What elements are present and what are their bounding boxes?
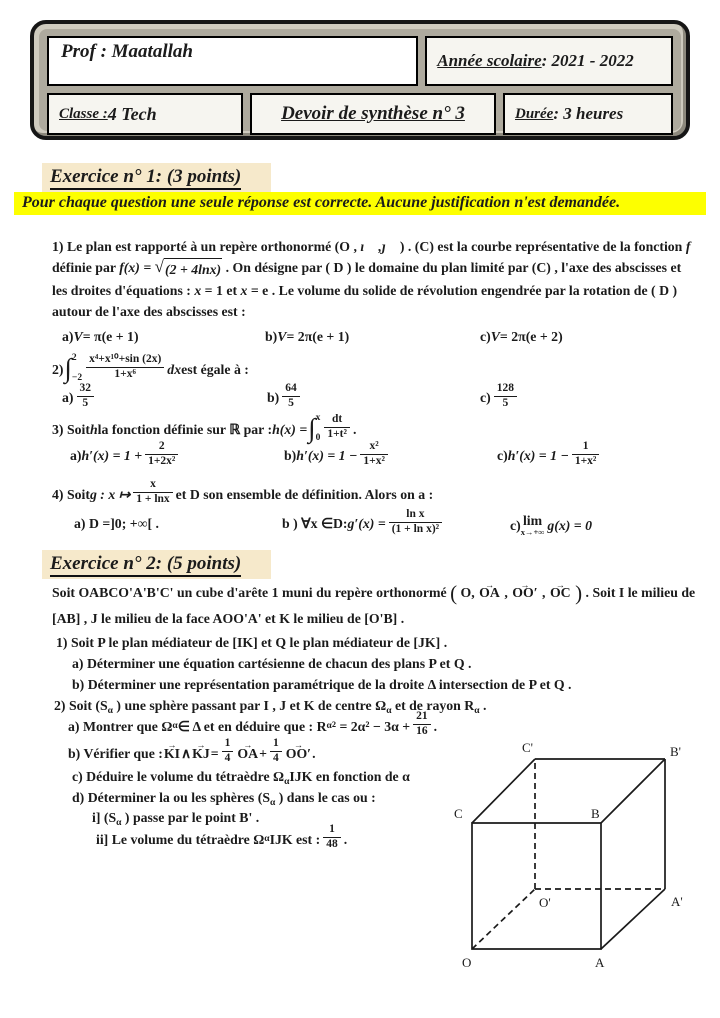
q4-stem: 4) Soit g : x ↦ $\frac{x}{1 + \ln x}$ et D son ensemble de définition. Alors on a : bbox=[52, 477, 434, 505]
q2-option-b: b) $\frac{64}{5}$ bbox=[267, 384, 303, 413]
cube-vertex-label-cp: C' bbox=[522, 740, 534, 755]
cube-figure bbox=[440, 726, 705, 988]
header-inner bbox=[39, 29, 681, 131]
header-row-2 bbox=[47, 93, 673, 135]
q3-stem: 3) Soit h la fonction définie sur ℝ par : h(x) = ∫ x 0 $\frac{dt}{\text{1+t²}}$ . bbox=[52, 412, 357, 443]
exercise1-instruction: Pour chaque question une seule réponse est correcte. Aucune justification n'est demandée. bbox=[14, 192, 706, 215]
cube-vertex-label-op: O' bbox=[539, 895, 551, 910]
q3-option-b: b) h′(x) = 1 − $\frac{\text{x²}}{\text{1+x²}}$ bbox=[284, 442, 391, 471]
annee-field bbox=[425, 36, 673, 86]
exercise1-title-text: Exercice n° 1: (3 points) bbox=[50, 166, 241, 190]
ex2-item-2d-i: i] ($S_\alpha$ ) passe par le point B' . bbox=[92, 810, 260, 828]
q2-stem: 2) ∫ 2 −2 $\frac{\text{x⁴+x¹⁰+sin (2x)}}{\text{1+x⁶}}$ dx est égale à : bbox=[52, 352, 249, 383]
ex2-item-2c: c) Déduire le volume du tétraèdre $\Omega_\alpha IJK$ en fonction de α bbox=[72, 769, 410, 787]
q3-answers bbox=[62, 442, 707, 476]
q1-text: 1) Le plan est rapporté à un repère orthonormé (O , ı⃗ ,ȷ⃗ ) . (C) est la courbe représentative de la fonction f définie par f(x) = √ (2 + 4lnx) . On désigne par ( D ) le domaine du plan limité par (C) , l'axe des abscisses et les droites d'équations : x = 1 et x = e . Le volume du solide de révolution engendrée par la rotation de ( D ) autour de l'axe des abscisses est : bbox=[52, 239, 691, 319]
header-frame bbox=[30, 20, 690, 140]
duree-label: Durée bbox=[515, 105, 554, 122]
ex2-item-2a: a) Montrer que Ω α ∈ Δ et en déduire que : R α ² = 2α² − 3α + $\frac{21}{16}$ . bbox=[68, 709, 438, 737]
q1-option-a: a) V = π(e + 1) bbox=[62, 329, 139, 344]
cube-front-face bbox=[472, 823, 601, 949]
cube-vertex-label-b: B bbox=[591, 806, 600, 821]
ex2-item-2d-ii: ii] Le volume du tétraèdre Ω α IJK est : $\frac{1}{48}$ . bbox=[96, 822, 348, 850]
q3-option-c: c) h′(x) = 1 − $\frac{1}{\text{1+x²}}$ bbox=[497, 442, 602, 471]
cube-edge-b-bp bbox=[601, 759, 665, 823]
q4-option-a: a) D =]0; +∞[ . bbox=[74, 516, 159, 531]
cube-edge-o-op bbox=[472, 889, 535, 949]
ex2-item-1a: a) Déterminer une équation cartésienne de chacun des plans P et Q . bbox=[72, 656, 472, 671]
classe-label: Classe : bbox=[59, 105, 108, 122]
exam-title-box bbox=[250, 93, 496, 135]
cube-edge-c-cp bbox=[472, 759, 535, 823]
annee-label: Année scolaire bbox=[437, 51, 542, 70]
cube-vertex-label-ap: A' bbox=[671, 894, 683, 909]
q1-option-b: b) V = 2π(e + 1) bbox=[265, 329, 350, 344]
cube-vertex-label-bp: B' bbox=[670, 744, 682, 759]
exercise2-title bbox=[42, 550, 271, 579]
ex2-item-1: 1) Soit P le plan médiateur de [IK] et Q le plan médiateur de [JK] . bbox=[56, 635, 448, 650]
q1-option-c: c) V = 2π(e + 2) bbox=[480, 329, 563, 344]
exam-title: Devoir de synthèse n° 3 bbox=[281, 103, 465, 124]
exercise1-title bbox=[42, 163, 271, 192]
prof-field bbox=[47, 36, 418, 86]
q2-option-c: c) $\frac{128}{5}$ bbox=[480, 384, 520, 413]
duree-value: : 3 heures bbox=[553, 104, 624, 123]
ex2-item-2b: b) Vérifier que : KI → ∧ KJ → = $\frac{1}{4}$ OA → + $\frac{1}{4}$ OO′ → . bbox=[68, 739, 316, 767]
q4-option-c: c) lim x→+∞ g(x) = 0 bbox=[510, 513, 593, 538]
header-row-1 bbox=[47, 36, 673, 86]
ex2-item-2d: d) Déterminer la ou les sphères ($S_\alpha$ ) dans le cas ou : bbox=[72, 790, 376, 808]
q4-answers bbox=[62, 510, 712, 550]
q3-option-a: a) h′(x) = 1 + $\frac{2}{\text{1+2x²}}$ bbox=[70, 442, 181, 471]
ex2-item-1b: b) Déterminer une représentation paramétrique de la droite Δ intersection de P et Q . bbox=[72, 677, 572, 692]
annee-value: : 2021 - 2022 bbox=[541, 51, 634, 70]
exercise2-title-text: Exercice n° 2: (5 points) bbox=[50, 553, 241, 577]
cube-edge-a-ap bbox=[601, 889, 665, 949]
classe-value: 4 Tech bbox=[107, 103, 157, 124]
prof-text: Prof : Maatallah bbox=[61, 41, 193, 62]
cube-vertex-label-o: O bbox=[462, 955, 472, 970]
duree-field bbox=[503, 93, 673, 135]
classe-field bbox=[47, 93, 243, 135]
q4-option-b: b ) ∀x ∈D: g′(x) = $\frac{\text{ln x}}{\text{(1 + ln x)²}}$ bbox=[282, 510, 445, 539]
cube-vertex-label-c: C bbox=[454, 806, 463, 821]
ex2-intro: Soit OABCO'A'B'C' un cube d'arête 1 muni du repère orthonormé ( O, OA → , OO′ → , OC → ) . Soit I le milieu de [AB] , J le milieu de la face AOO'A' et K le milieu de [O'B] . bbox=[52, 580, 696, 631]
ex2-item-2: 2) Soit ($S_\alpha$ ) une sphère passant par I , J et K de centre $\Omega_\alpha$ et de rayon $R_\alpha$ . bbox=[54, 698, 487, 716]
cube-vertex-label-a: A bbox=[595, 955, 605, 970]
q2-option-a: a) $\frac{32}{5}$ bbox=[62, 384, 97, 413]
